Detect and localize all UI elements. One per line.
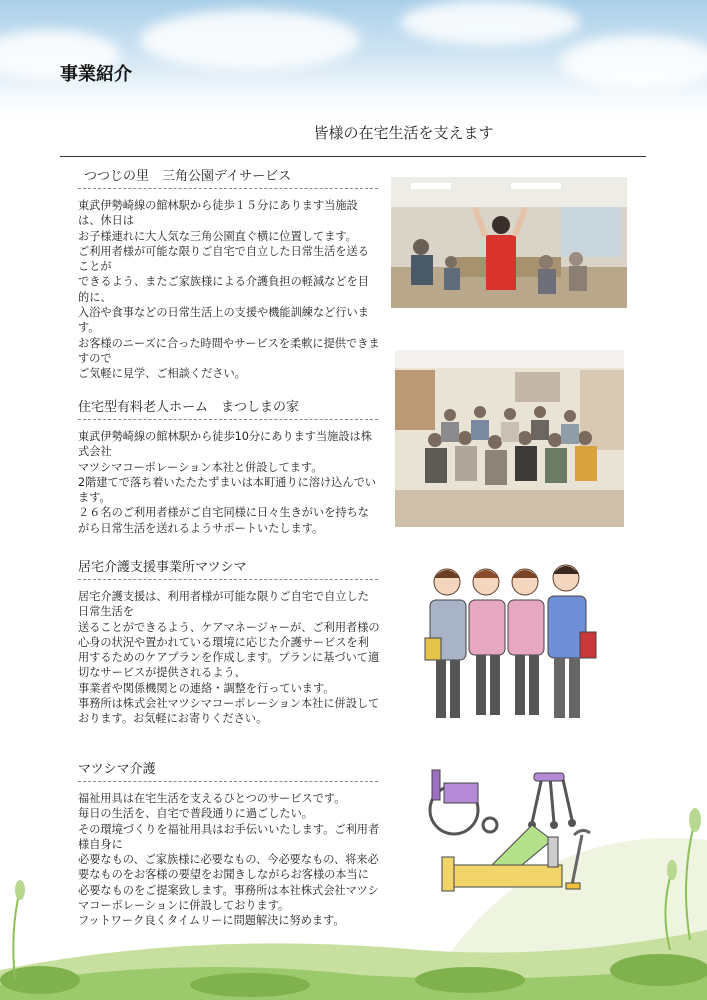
section-heading-welfare-equipment: マツシマ介護: [78, 762, 156, 777]
section-heading-care-support: 居宅介護支援事業所マツシマ: [78, 560, 247, 575]
section-body-welfare-equipment: 福祉用具は在宅生活を支えるひとつのサービスです。 毎日の生活を、自宅で普段通りに過ごしたい。 その環境づくりを福祉用具はお手伝いいたします。ご利用者様自身に 必要なもの、ご家族様に必要なもの、今必要なもの、将来必要なものをお客様の要望をお聞きしながらお客様の本当に必要なものをご提案致します。事務所は本社株式会社マツシマコーポレーションに併設しております。 フットワーク良くタイムリーに問題解決に努めます。: [78, 792, 380, 928]
page-subtitle: 皆様の在宅生活を支えます: [313, 124, 494, 142]
section-body-care-home: 東武伊勢崎線の館林駅から徒歩10分にあります当施設は株式会社 マツシマコーポレーション本社と併設してます。 2階建てで落ち着いたたたずまいは本町通りに溶け込んでいます。 ２６名のご利用者様がご自宅同様に日々生きがいを持ちながら日常生活を送れるようサポートいたします。: [78, 430, 376, 535]
section-heading-care-home: 住宅型有料老人ホーム まつしまの家: [78, 400, 300, 415]
section-divider: [78, 579, 378, 580]
page-title: 事業紹介: [60, 64, 132, 85]
section-body-day-service: 東武伊勢崎線の館林駅から徒歩１５分にあります当施設は、休日は お子様連れに大人気な三角公園直ぐ横に位置してます。 ご利用者様が可能な限りご自宅で自立した日常生活を送ることが できるよう、またご家族様による介護負担の軽減などを目的に、 入浴や食事などの日常生活上の支援や機能訓練など行います。 お客様のニーズに合った時間やサービスを柔軟に提供できますので ご気軽に見学、ご相談ください。: [78, 199, 380, 381]
section-body-care-support: 居宅介護支援は、利用者様が可能な限りご自宅で自立した日常生活を 送ることができるよう、ケアマネージャーが、ご利用者様の心身の状況や置かれている環境に応じた介護サービスを利用するためのケアプランを作成します。プランに基づいて適切なサービスが提供されるよう、 事業者や関係機関との連絡・調整を行っています。 事務所は株式会社マツシマコーポレーション本社に併設しております。お気軽にお寄りください。: [78, 590, 380, 726]
day-service-photo: [391, 177, 627, 308]
welfare-equipment-illustration: [422, 765, 602, 915]
section-divider: [78, 188, 378, 189]
title-divider: [60, 156, 646, 157]
care-staff-illustration: [420, 560, 600, 730]
section-heading-day-service: つつじの里 三角公園デイサービス: [84, 169, 292, 184]
section-divider: [78, 419, 378, 420]
care-home-group-photo: [395, 350, 624, 527]
section-divider: [78, 781, 378, 782]
